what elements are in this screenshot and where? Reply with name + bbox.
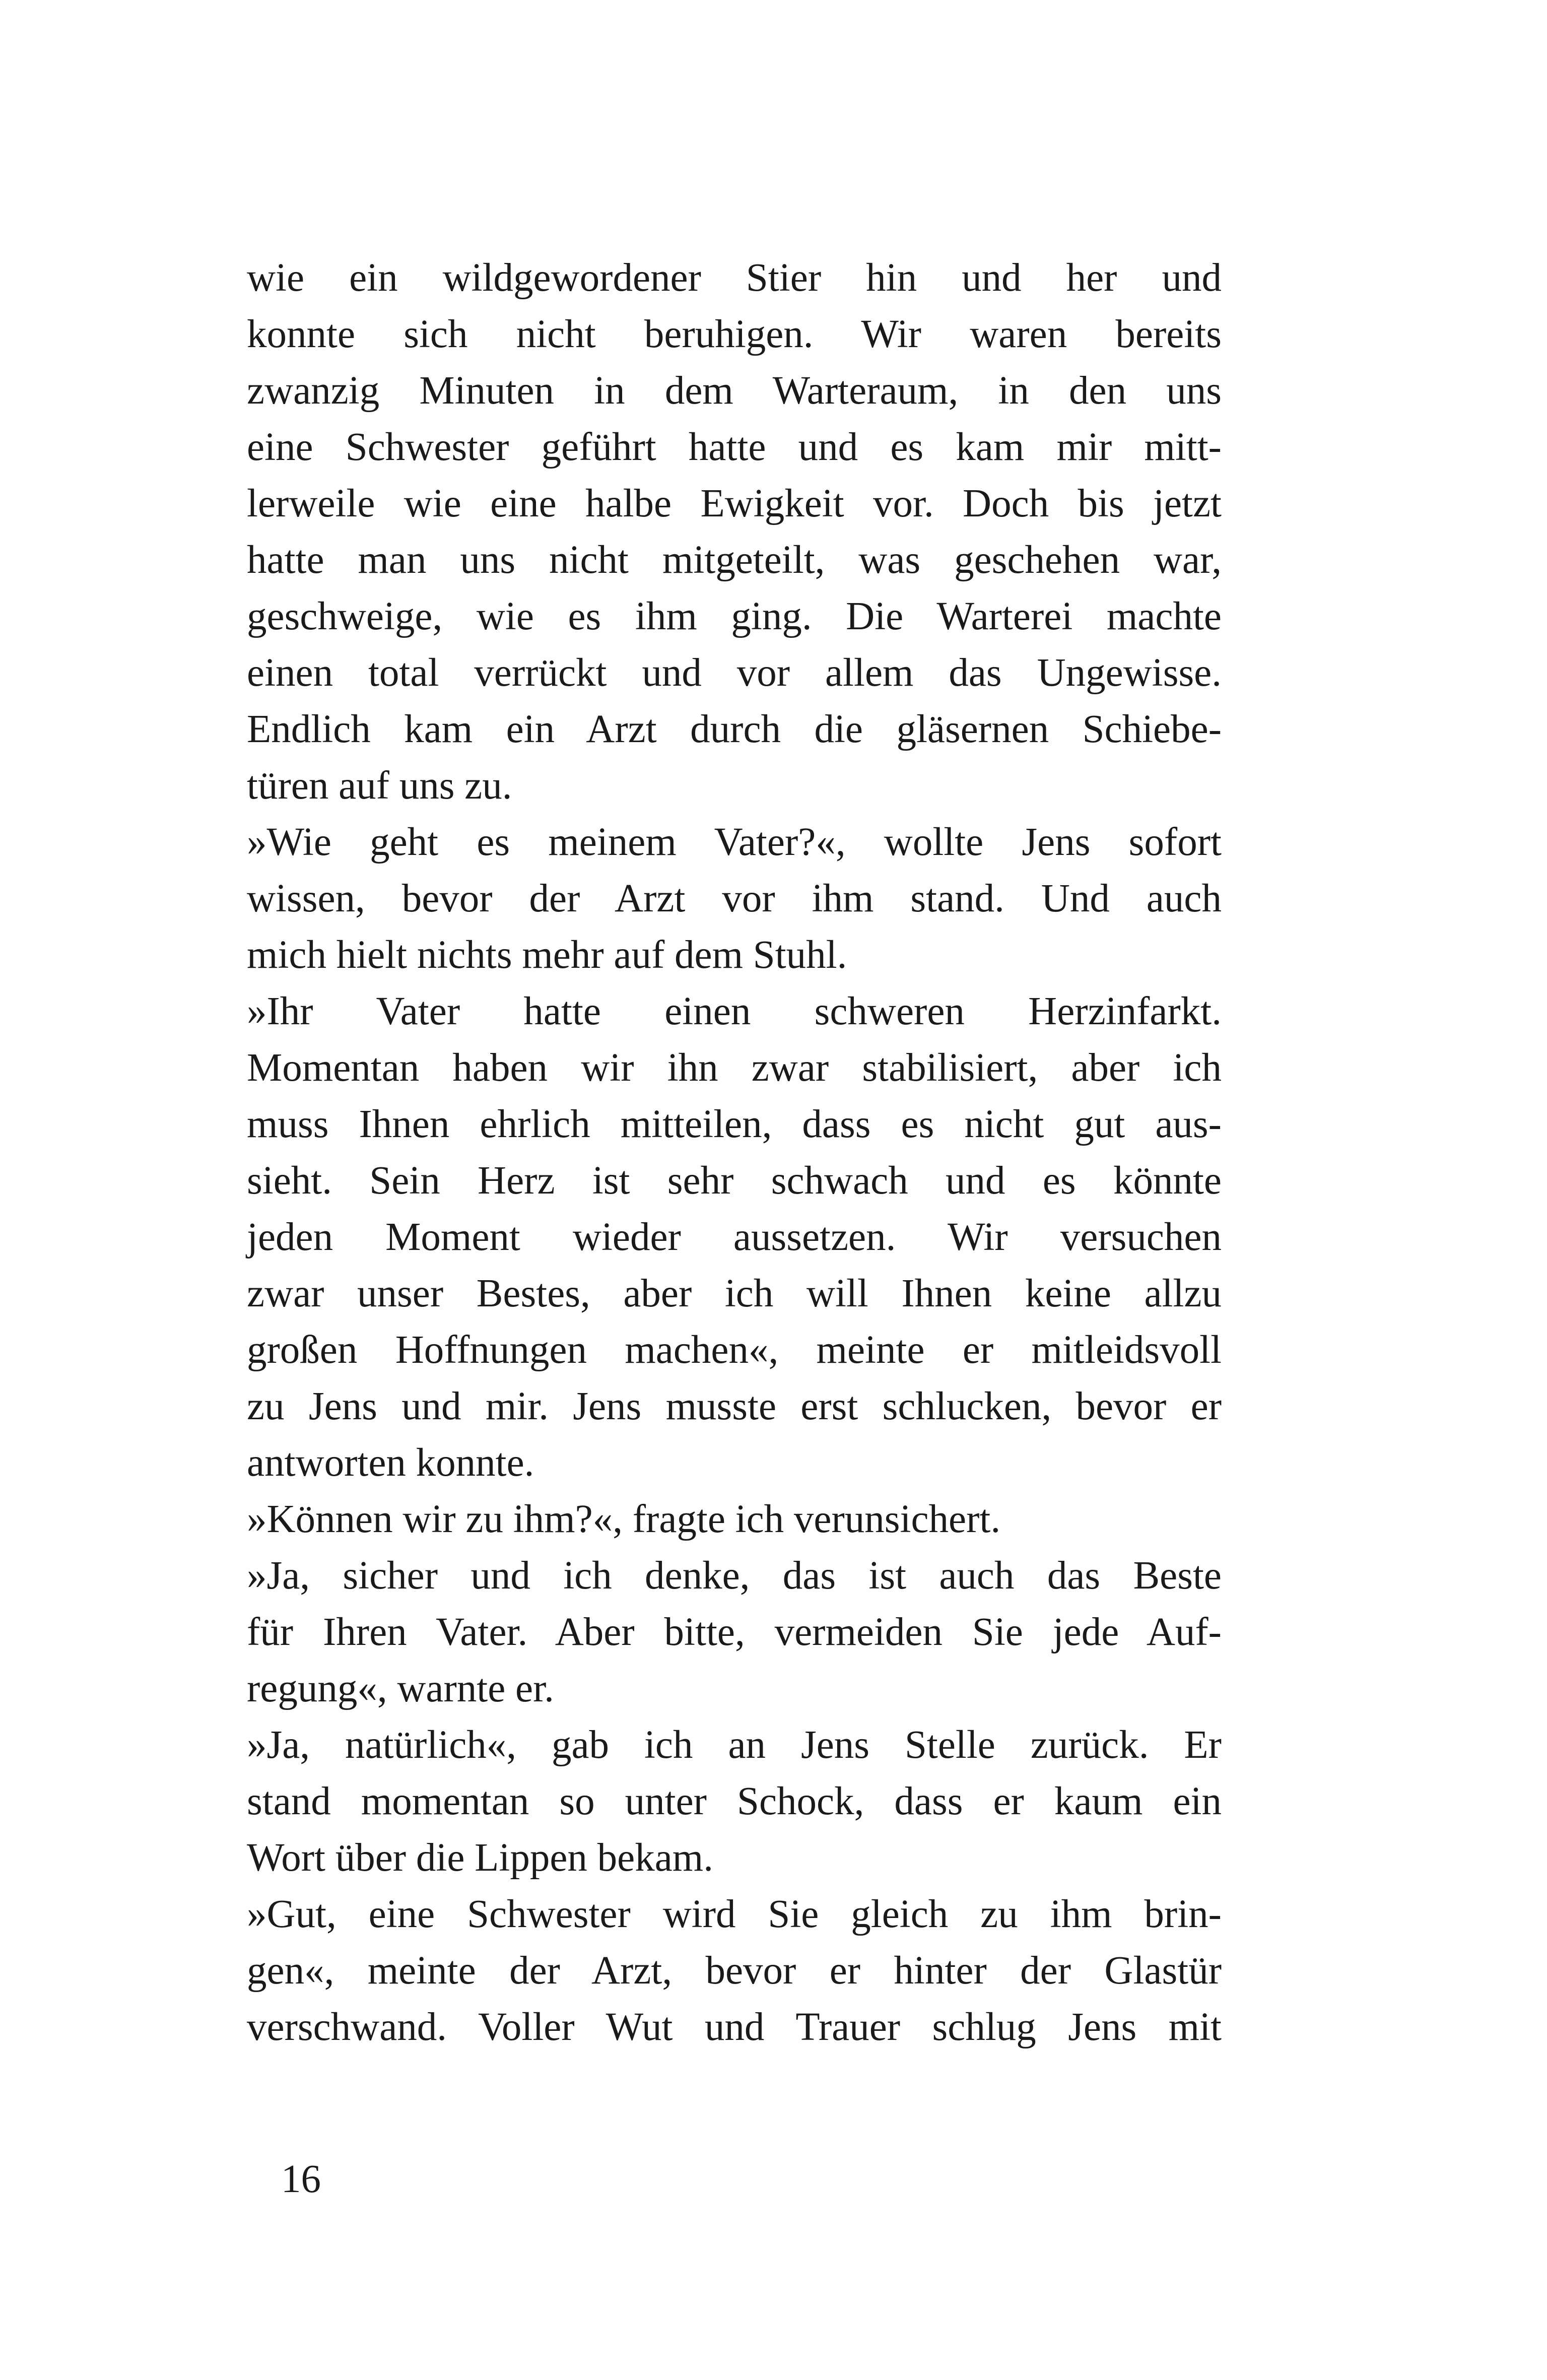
text-line: hatte man uns nicht mitgeteilt, was geschehen war, <box>247 538 1222 582</box>
text-line: mich hielt nichts mehr auf dem Stuhl. <box>247 933 847 977</box>
text-line: jeden Moment wieder aussetzen. Wir versuchen <box>247 1215 1222 1259</box>
text-line: verschwand. Voller Wut und Trauer schlug Jens mit <box>247 2005 1222 2049</box>
text-line: »Wie geht es meinem Vater?«, wollte Jens sofort <box>247 820 1222 864</box>
text-line: gen«, meinte der Arzt, bevor er hinter der Glastür <box>247 1949 1222 1993</box>
text-line: Momentan haben wir ihn zwar stabilisiert, aber ich <box>247 1046 1222 1090</box>
text-line: wie ein wildgewordener Stier hin und her und <box>247 256 1222 300</box>
text-line: Endlich kam ein Arzt durch die gläsernen Schiebe- <box>247 707 1222 751</box>
text-line: regung«, warnte er. <box>247 1667 554 1710</box>
text-line: »Ihr Vater hatte einen schweren Herzinfarkt. <box>247 989 1222 1033</box>
text-line: antworten konnte. <box>247 1441 534 1485</box>
text-line: »Gut, eine Schwester wird Sie gleich zu ihm brin- <box>247 1892 1222 1936</box>
text-line: konnte sich nicht beruhigen. Wir waren bereits <box>247 312 1222 356</box>
text-line: zwanzig Minuten in dem Warteraum, in den uns <box>247 369 1222 413</box>
text-line: sieht. Sein Herz ist sehr schwach und es könnte <box>247 1159 1222 1203</box>
text-line: eine Schwester geführt hatte und es kam mir mitt- <box>247 425 1222 469</box>
text-line: stand momentan so unter Schock, dass er kaum ein <box>247 1779 1222 1823</box>
text-line: großen Hoffnungen machen«, meinte er mitleidsvoll <box>247 1328 1222 1372</box>
text-line: zu Jens und mir. Jens musste erst schlucken, bevor er <box>247 1384 1222 1428</box>
body-text <box>247 250 1222 2056</box>
text-line: »Können wir zu ihm?«, fragte ich verunsichert. <box>247 1497 1001 1541</box>
text-line: lerweile wie eine halbe Ewigkeit vor. Doch bis jetzt <box>247 482 1222 525</box>
text-line: wissen, bevor der Arzt vor ihm stand. Und auch <box>247 877 1222 920</box>
text-line: zwar unser Bestes, aber ich will Ihnen keine allzu <box>247 1272 1222 1315</box>
text-line: Wort über die Lippen bekam. <box>247 1836 713 1880</box>
text-line: muss Ihnen ehrlich mitteilen, dass es nicht gut aus- <box>247 1102 1222 1146</box>
text-line: »Ja, natürlich«, gab ich an Jens Stelle zurück. Er <box>247 1723 1222 1767</box>
text-line: »Ja, sicher und ich denke, das ist auch das Beste <box>247 1554 1222 1598</box>
page-number: 16 <box>281 2157 321 2201</box>
text-line: für Ihren Vater. Aber bitte, vermeiden Sie jede Auf- <box>247 1610 1222 1654</box>
text-line: geschweige, wie es ihm ging. Die Warterei machte <box>247 594 1222 638</box>
text-line: einen total verrückt und vor allem das Ungewisse. <box>247 651 1222 695</box>
text-line: türen auf uns zu. <box>247 764 512 808</box>
